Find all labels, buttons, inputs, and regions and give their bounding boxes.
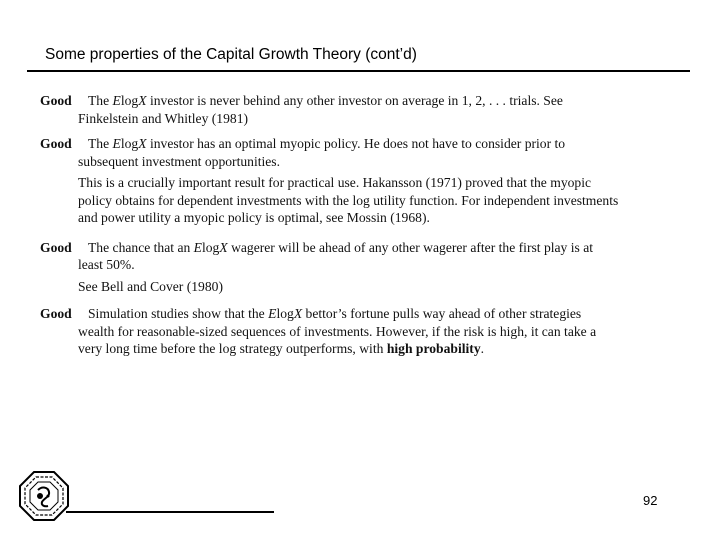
- emphasis-text: high probability: [386, 341, 481, 356]
- math-log: log: [120, 93, 139, 108]
- emblem-logo-icon: [18, 470, 70, 522]
- item-text-tail: .: [480, 341, 485, 356]
- math-x: X: [138, 93, 147, 108]
- property-item-3: [40, 239, 620, 274]
- math-e: E: [112, 93, 121, 108]
- math-e: E: [112, 136, 121, 151]
- slide-body: [40, 92, 620, 367]
- math-log: log: [276, 306, 294, 321]
- item-lead: Good: [40, 93, 72, 108]
- property-note-3: See Bell and Cover (1980): [78, 278, 223, 294]
- item-text-post: investor is never behind any other investor on average in 1, 2, . . . trials. See Finkelstein and Whitley (1981): [78, 93, 563, 126]
- page-number: 92: [643, 493, 658, 508]
- item-text-post: bettor’s fortune pulls way ahead of other strategies wealth for reasonable-sized sequences of investments. However, if the risk is high, it can take a very long time before the log strategy outperforms, with: [78, 306, 597, 356]
- title-divider: [27, 70, 690, 72]
- property-item-1: [40, 92, 620, 127]
- footer-divider: [66, 511, 274, 513]
- math-e: E: [193, 239, 202, 255]
- property-item-4: [40, 305, 620, 358]
- item-lead: Good: [40, 306, 72, 321]
- math-log: log: [120, 136, 139, 151]
- item-text-pre: Simulation studies show that the: [88, 306, 269, 321]
- item-text-pre: The chance that an: [88, 239, 194, 255]
- math-x: X: [219, 239, 228, 255]
- item-text-pre: The: [88, 136, 113, 151]
- math-e: E: [268, 306, 277, 321]
- math-log: log: [201, 239, 220, 255]
- item-text-post: investor has an optimal myopic policy. He does not have to consider prior to subsequent investment opportunities.: [78, 136, 566, 169]
- property-note-2: This is a crucially important result for practical use. Hakansson (1971) proved that the myopic policy obtains for dependent investments with the log utility function. For independent investments and power utility a myopic policy is optimal, see Mossin (1968).: [78, 175, 619, 225]
- math-x: X: [293, 306, 303, 321]
- item-lead: Good: [40, 239, 72, 255]
- slide-title: Some properties of the Capital Growth Theory (cont’d): [45, 46, 417, 63]
- item-text-pre: The: [88, 93, 113, 108]
- math-x: X: [138, 136, 147, 151]
- property-item-2: [40, 135, 620, 170]
- item-lead: Good: [40, 136, 72, 151]
- item-text-post: wagerer will be ahead of any other wagerer after the first play is at least 50%.: [78, 239, 594, 272]
